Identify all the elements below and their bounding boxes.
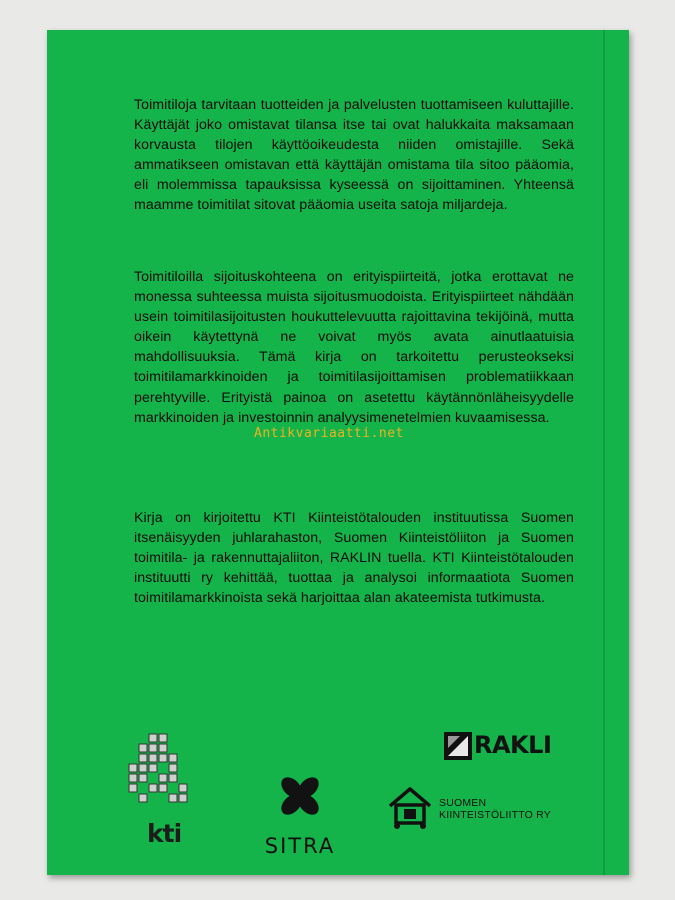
kiinteistoliitto-logo-label (439, 797, 551, 821)
kti-building-icon (127, 730, 207, 825)
house-icon (387, 785, 433, 831)
sitra-logo (245, 768, 355, 858)
sitra-clover-icon (245, 768, 355, 828)
paragraph-3: Kirja on kirjoitettu KTI Kiinteistötalouden instituutissa Suomen itsenäisyyden juhlarahaston, Suomen Kiinteistöliiton ja Suomen toimitila- ja rakennuttajaliiton, RAKLIN tuella. KTI Kiinteistötalouden instituutti ry kehittää, tuottaa ja analysoi informaatiota Suomen toimitilamarkkinoista sekä harjoittaa alan akateemista tutkimusta. (134, 510, 574, 607)
spine-edge (603, 30, 605, 875)
kti-logo (127, 730, 207, 850)
paragraph-2: Toimitiloilla sijoituskohteena on erityispiirteitä, jotka erottavat ne monessa suhteessa muista sijoitusmuodoista. Erityispiirteet nähdään usein toimitilasijoitusten houkuttelevuutta rajoittavina tekijöinä, mutta oikein käytettynä ne voivat myös avata ainutlaatuisia mahdollisuuksia. Tämä kirja on tarkoitettu perusteokseksi toimitilamarkkinoiden ja toimitilasijoittamisen problematiikkaan perehtyville. Erityistä painoa on asetettu käytännönläheisyydelle markkinoiden ja investoinnin analyysimenetelmien kuvaamisessa. (134, 269, 574, 426)
rakli-logo (444, 730, 554, 764)
book-back-cover (47, 30, 629, 875)
sitra-logo-label: SITRA (264, 834, 336, 858)
rakli-logo-label: RAKLI (474, 731, 552, 759)
kti-logo-label: kti (147, 819, 182, 848)
paragraph-1: Toimitiloja tarvitaan tuotteiden ja palvelusten tuottamiseen kuluttajille. Käyttäjät joko omistavat tilansa itse tai ovat halukkaita maksamaan korvausta tilojen käyttöoikeudesta niiden omistajille. Sekä ammatikseen omistavan että käyttäjän omistama tila sitoo pääomia, eli molemmissa tapauksissa kyseessä on sijoittaminen. Yhteensä maamme toimitilat sitovat pääomia useita satoja miljardeja. (134, 97, 574, 214)
watermark-text: Antikvariaatti.net (254, 426, 404, 441)
kiinteistoliitto-line-1: SUOMEN (439, 797, 487, 809)
kiinteistoliitto-line-2: KIINTEISTÖLIITTO RY (439, 809, 551, 821)
rakli-mark-icon (444, 732, 474, 762)
kiinteistoliitto-logo (387, 785, 587, 835)
